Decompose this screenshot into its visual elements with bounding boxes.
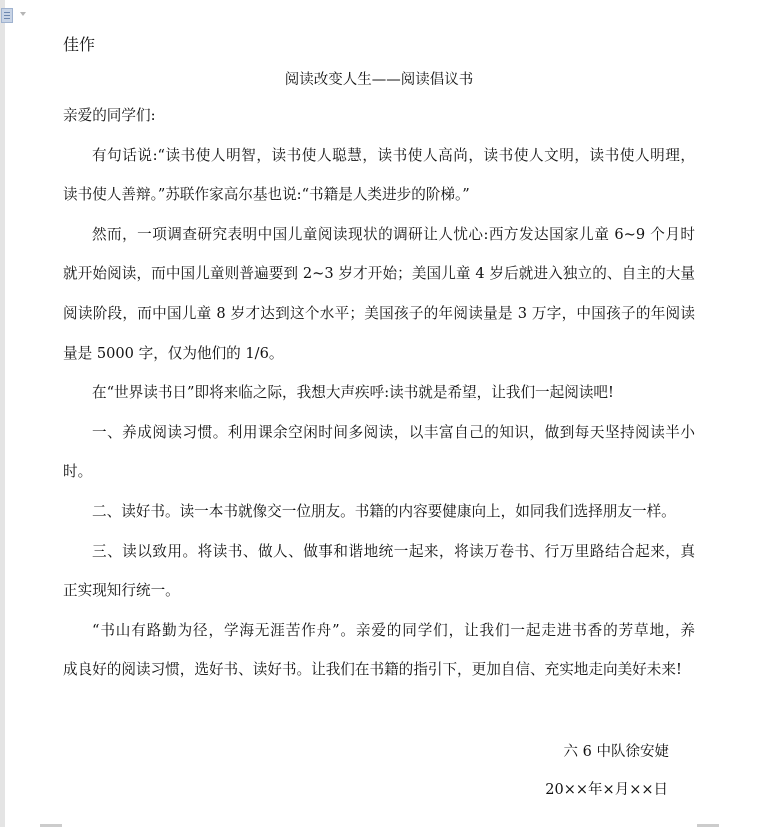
date: 20××年×月××日: [545, 782, 668, 798]
paragraph-line: 阅读阶段，而中国儿童 8 岁才达到这个水平；美国孩子的年阅读量是 3 万字，中国孩子的年阅读: [63, 304, 695, 322]
greeting: 亲爱的同学们:: [63, 107, 156, 124]
paragraph-line: 三、读以致用。将读书、做人、做事和谐地统一起来，将读万卷书、行万里路结合起来，真: [92, 542, 695, 560]
dropdown-caret-icon[interactable]: [20, 12, 26, 16]
left-margin-bar: [0, 0, 5, 827]
section-heading: 佳作: [63, 35, 96, 54]
paragraph-line: 一、养成阅读习惯。利用课余空闲时间多阅读，以丰富自己的知识，做到每天坚持阅读半小: [92, 423, 695, 441]
paragraph-line: “书山有路勤为径，学海无涯苦作舟”。亲爱的同学们，让我们一起走进书香的芳草地，养: [92, 621, 695, 639]
paragraph-line: 量是 5000 字，仅为他们的 1/6。: [63, 344, 284, 362]
paragraph-line: 在“世界读书日”即将来临之际，我想大声疾呼:读书就是希望，让我们一起阅读吧!: [92, 384, 614, 402]
paragraph-line: 然而，一项调查研究表明中国儿童阅读现状的调研让人忧心:西方发达国家儿童 6~9 个月时: [92, 225, 695, 243]
paragraph-line: 有句话说:“读书使人明智，读书使人聪慧，读书使人高尚，读书使人文明，读书使人明理，: [92, 146, 695, 164]
document-title: 阅读改变人生——阅读倡议书: [284, 72, 474, 88]
paragraph-line: 二、读好书。读一本书就像交一位朋友。书籍的内容要健康向上，如同我们选择朋友一样。: [92, 502, 676, 520]
document-icon[interactable]: [1, 8, 13, 23]
paragraph-line: 成良好的阅读习惯，选好书、读好书。让我们在书籍的指引下，更加自信、充实地走向美好未来!: [63, 661, 682, 679]
paragraph-line: 时。: [63, 463, 93, 481]
paragraph-line: 正实现知行统一。: [63, 582, 180, 600]
signature: 六 6 中队徐安婕: [563, 744, 669, 760]
paragraph-line: 就开始阅读，而中国儿童则普遍要到 2~3 岁才开始；美国儿童 4 岁后就进入独立的、自主的大量: [63, 265, 695, 283]
paragraph-line: 读书使人善辩。”苏联作家高尔基也说:“书籍是人类进步的阶梯。”: [63, 186, 470, 204]
document-body: [63, 96, 695, 690]
